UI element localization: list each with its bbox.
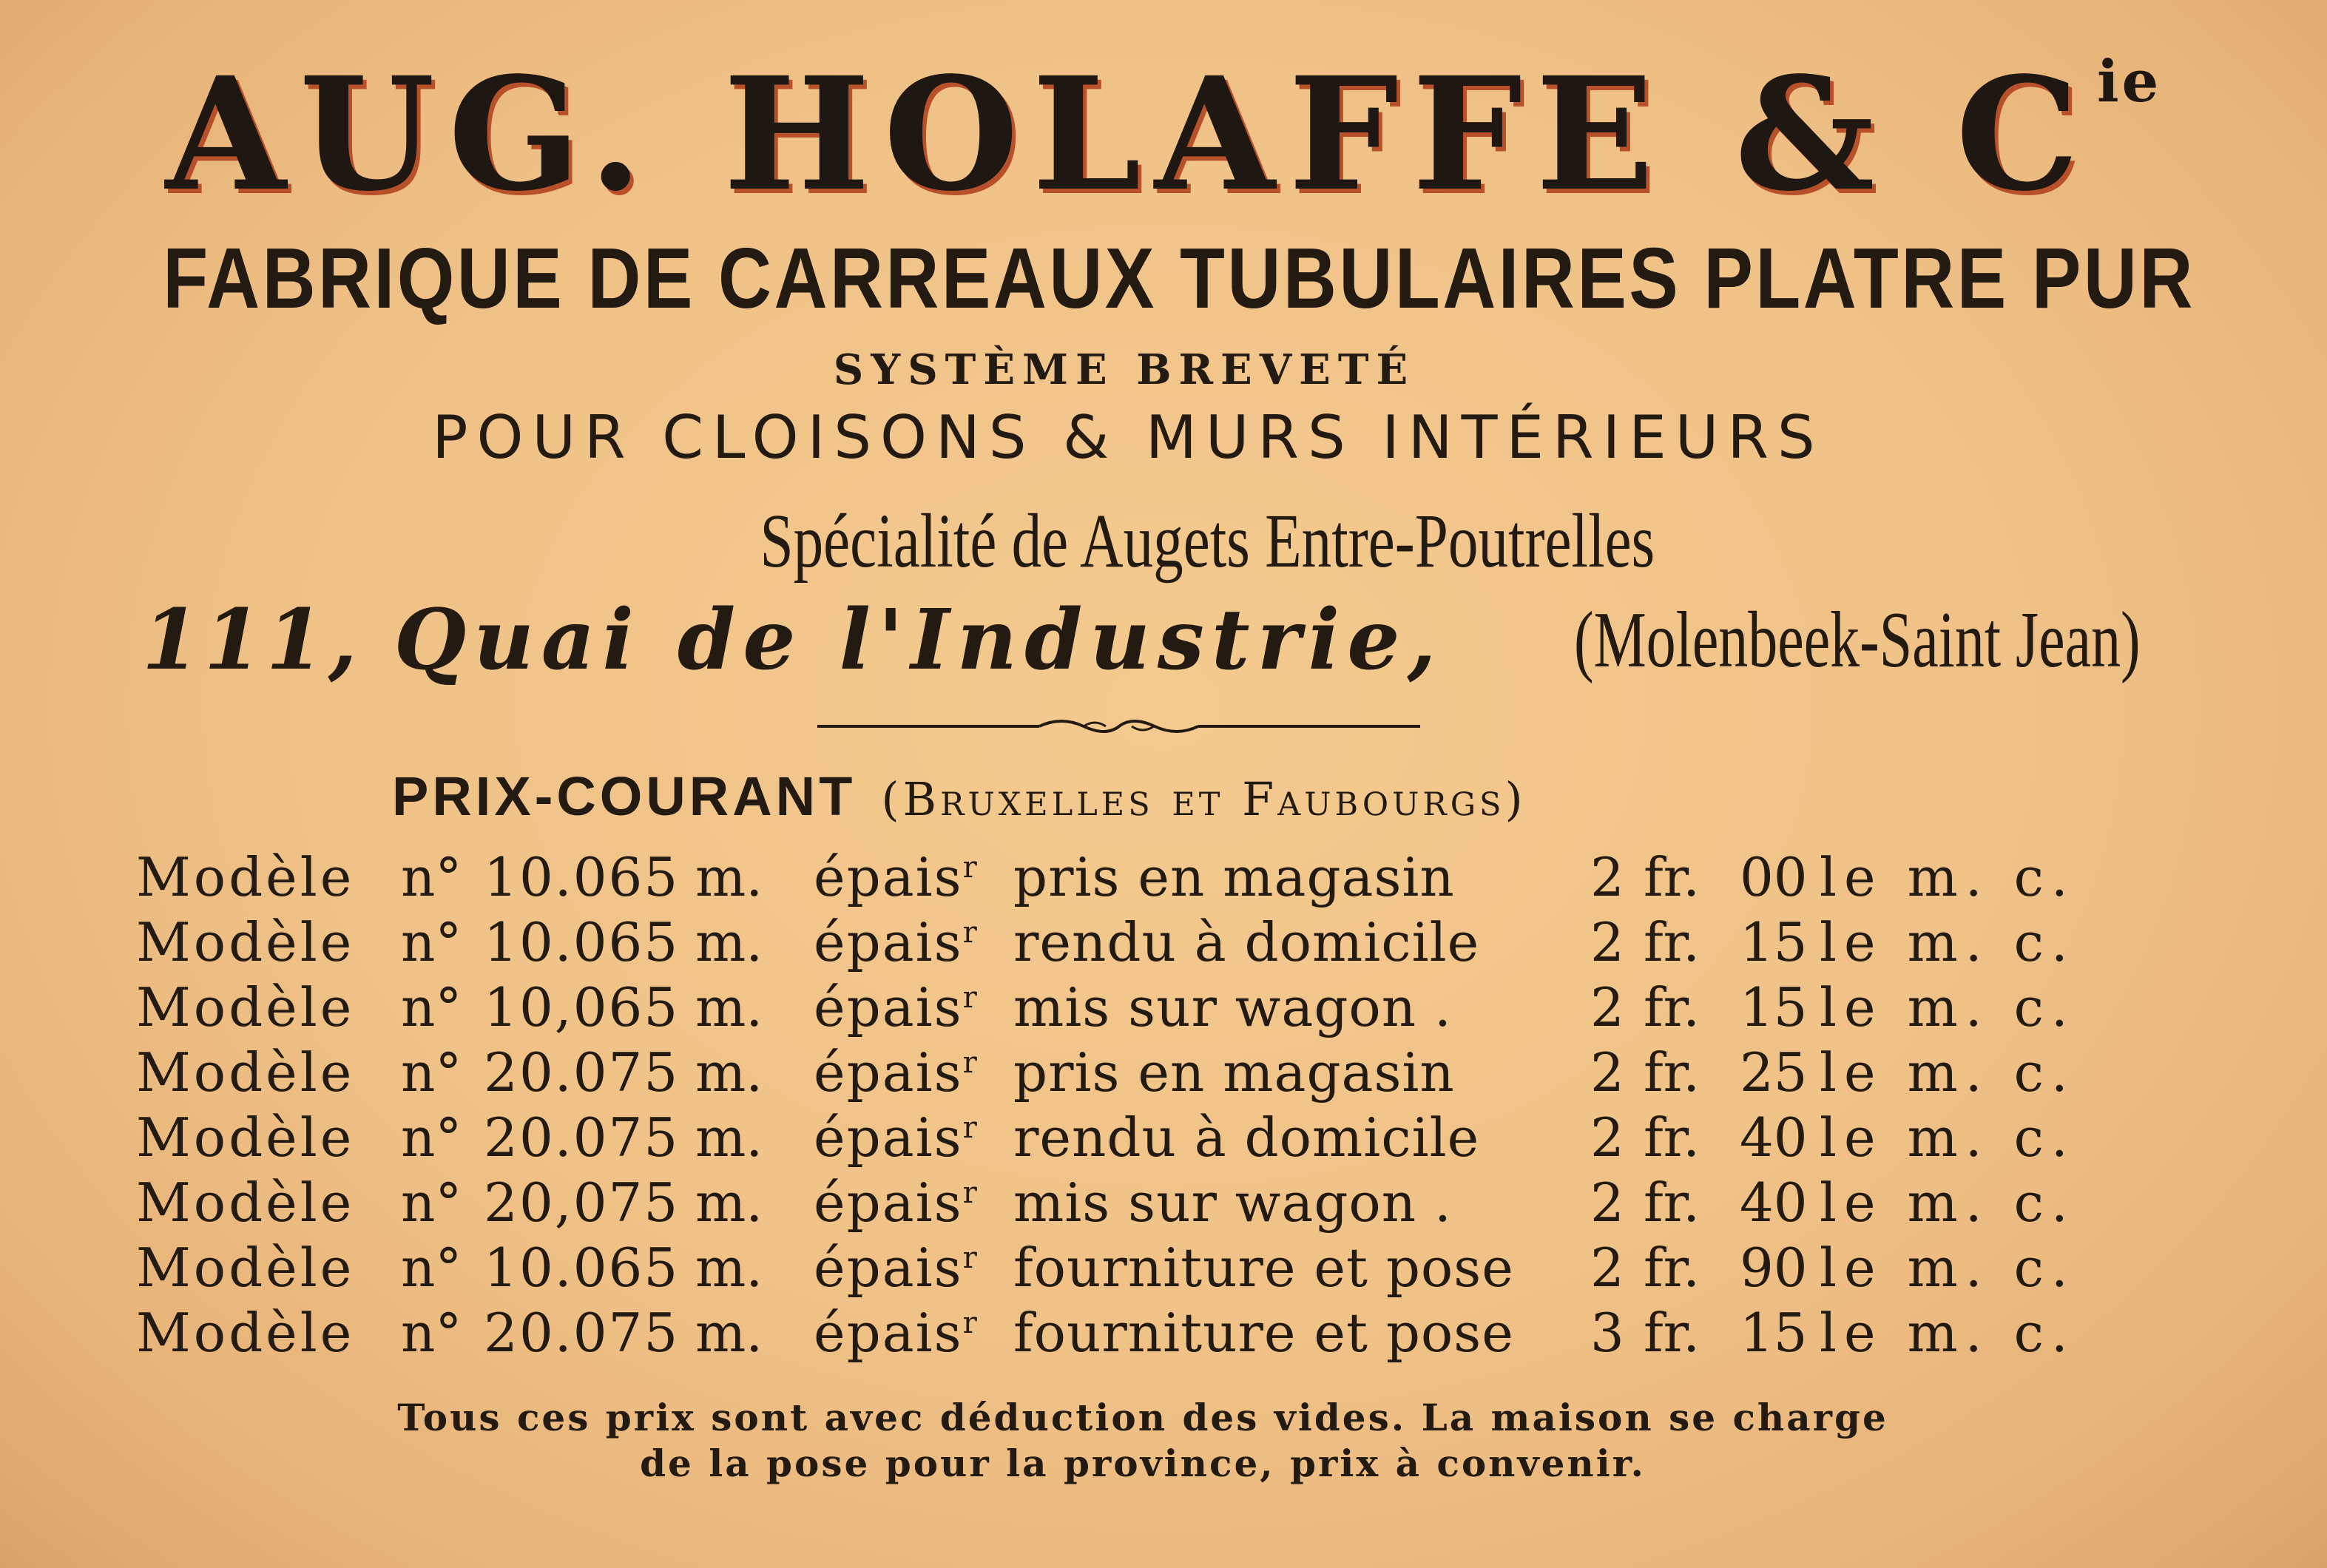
price-cell-epais-superscript: r — [962, 981, 979, 1015]
price-table-body — [136, 845, 2076, 1365]
price-cell-num: 1 — [484, 1237, 518, 1299]
price-cell-cents: 40 — [1740, 1106, 1808, 1169]
price-cell-thickness: 0.075 — [519, 1106, 680, 1169]
price-cell-num: 2 — [484, 1041, 518, 1104]
price-cell-fr: fr. — [1644, 1302, 1700, 1364]
price-row — [136, 845, 2076, 910]
price-cell-condition: mis sur wagon . — [1013, 1172, 1452, 1234]
price-cell-francs: 2 — [1590, 911, 1624, 973]
price-cell-m: m. — [695, 1172, 763, 1234]
price-cell-epais-superscript: r — [962, 1241, 979, 1275]
price-cell-epais-text: épais — [814, 1041, 963, 1104]
price-cell-epais-superscript: r — [962, 1176, 979, 1210]
price-cell-fr: fr. — [1644, 846, 1700, 908]
price-row — [136, 1040, 2076, 1105]
price-cell-m: m. — [695, 1237, 763, 1299]
price-cell-epais-text: épais — [814, 976, 963, 1038]
price-cell-cents: 40 — [1740, 1172, 1808, 1234]
price-cell-unit: le m. c. — [1820, 1302, 2076, 1364]
ornamental-divider — [817, 712, 1420, 741]
footer-note — [163, 1395, 2123, 1487]
price-list-subtitle: (Bruxelles et Faubourgs) — [881, 772, 1527, 826]
price-cell-epais-superscript: r — [962, 1046, 979, 1080]
price-cell-fr: fr. — [1644, 1237, 1700, 1299]
price-cell-model: Modèle — [136, 1041, 355, 1104]
price-cell-francs: 3 — [1590, 1302, 1624, 1364]
price-cell-cents: 15 — [1740, 911, 1808, 973]
price-cell-epais — [814, 845, 1013, 910]
price-cell-epais — [814, 1105, 1013, 1170]
price-cell-no: n° — [401, 976, 462, 1038]
price-cell-condition: pris en magasin — [1013, 1041, 1455, 1104]
price-cell-francs: 2 — [1590, 1041, 1624, 1104]
price-row — [136, 910, 2076, 975]
price-cell-thickness: 0.065 — [519, 1237, 680, 1299]
patent-line: SYSTÈME BREVETÉ — [833, 345, 1416, 394]
company-name-superscript: ie — [2097, 48, 2162, 115]
price-cell-epais — [814, 1170, 1013, 1235]
price-cell-num: 2 — [484, 1172, 518, 1234]
price-cell-condition: rendu à domicile — [1013, 911, 1480, 973]
price-cell-num: 1 — [484, 976, 518, 1038]
price-cell-m: m. — [695, 846, 763, 908]
price-cell-francs: 2 — [1590, 1172, 1624, 1234]
price-cell-unit: le m. c. — [1820, 1172, 2076, 1234]
price-cell-no: n° — [401, 1041, 462, 1104]
price-cell-thickness: 0.065 — [519, 911, 680, 973]
price-cell-epais-text: épais — [814, 1237, 963, 1299]
price-cell-condition: fourniture et pose — [1013, 1302, 1514, 1364]
price-cell-francs: 2 — [1590, 976, 1624, 1038]
price-cell-model: Modèle — [136, 1237, 355, 1299]
address-district: (Molenbeek-Saint Jean) — [1574, 596, 2141, 684]
price-cell-model: Modèle — [136, 911, 355, 973]
factory-line: FABRIQUE DE CARREAUX TUBULAIRES PLATRE PUR — [163, 230, 2195, 326]
price-cell-model: Modèle — [136, 1302, 355, 1364]
address-number: 111, — [142, 592, 362, 689]
purpose-line: POUR CLOISONS & MURS INTÉRIEURS — [432, 403, 1824, 472]
price-cell-francs: 2 — [1590, 1237, 1624, 1299]
price-cell-epais-superscript: r — [962, 916, 979, 950]
price-cell-num: 2 — [484, 1302, 518, 1364]
price-cell-thickness: 0,075 — [519, 1172, 680, 1234]
price-cell-thickness: 0.075 — [519, 1302, 680, 1364]
price-cell-epais-superscript: r — [962, 1306, 979, 1340]
price-cell-m: m. — [695, 911, 763, 973]
price-cell-m: m. — [695, 1106, 763, 1169]
price-cell-m: m. — [695, 976, 763, 1038]
specialty-line: Spécialité de Augets Entre-Poutrelles — [760, 499, 1655, 584]
company-name — [0, 43, 2327, 226]
price-cell-unit: le m. c. — [1820, 1041, 2076, 1104]
price-cell-cents: 25 — [1740, 1041, 1808, 1104]
price-cell-thickness: 0.075 — [519, 1041, 680, 1104]
price-table — [136, 845, 2076, 1365]
price-cell-num: 2 — [484, 1106, 518, 1169]
footer-note-line-1: Tous ces prix sont avec déduction des vides. La maison se charge — [397, 1396, 1888, 1439]
price-cell-model: Modèle — [136, 1106, 355, 1169]
price-cell-epais — [814, 1040, 1013, 1105]
price-cell-no: n° — [401, 1106, 462, 1169]
price-cell-condition: pris en magasin — [1013, 846, 1455, 908]
price-row — [136, 975, 2076, 1040]
price-cell-num: 1 — [484, 846, 518, 908]
price-cell-epais — [814, 1235, 1013, 1300]
price-cell-cents: 15 — [1740, 976, 1808, 1038]
price-row — [136, 1300, 2076, 1365]
price-cell-fr: fr. — [1644, 1041, 1700, 1104]
price-cell-no: n° — [401, 911, 462, 973]
price-cell-francs: 2 — [1590, 1106, 1624, 1169]
price-cell-fr: fr. — [1644, 1106, 1700, 1169]
price-list-heading — [392, 766, 1527, 827]
price-cell-epais-superscript: r — [962, 1111, 979, 1145]
price-cell-epais-text: épais — [814, 1106, 963, 1169]
price-cell-model: Modèle — [136, 1172, 355, 1234]
price-cell-no: n° — [401, 1237, 462, 1299]
price-cell-epais — [814, 975, 1013, 1040]
price-cell-epais-text: épais — [814, 846, 963, 908]
price-cell-cents: 90 — [1740, 1237, 1808, 1299]
price-cell-unit: le m. c. — [1820, 911, 2076, 973]
price-cell-m: m. — [695, 1041, 763, 1104]
company-name-text: AUG. HOLAFFE & C — [165, 43, 2093, 226]
price-cell-epais-text: épais — [814, 1302, 963, 1364]
price-cell-epais — [814, 910, 1013, 975]
price-cell-cents: 00 — [1740, 846, 1808, 908]
price-cell-fr: fr. — [1644, 976, 1700, 1038]
price-cell-cents: 15 — [1740, 1302, 1808, 1364]
price-cell-unit: le m. c. — [1820, 976, 2076, 1038]
price-cell-condition: rendu à domicile — [1013, 1106, 1480, 1169]
address-street: Quai de l'Industrie, — [394, 592, 1444, 689]
address — [142, 592, 1444, 689]
price-cell-francs: 2 — [1590, 846, 1624, 908]
price-cell-no: n° — [401, 846, 462, 908]
price-cell-epais-text: épais — [814, 1172, 963, 1234]
price-row — [136, 1105, 2076, 1170]
price-cell-thickness: 0,065 — [519, 976, 680, 1038]
price-cell-m: m. — [695, 1302, 763, 1364]
price-cell-unit: le m. c. — [1820, 1237, 2076, 1299]
price-cell-condition: fourniture et pose — [1013, 1237, 1514, 1299]
price-cell-fr: fr. — [1644, 911, 1700, 973]
price-cell-num: 1 — [484, 911, 518, 973]
price-cell-thickness: 0.065 — [519, 846, 680, 908]
price-cell-epais-superscript: r — [962, 851, 979, 885]
price-cell-epais — [814, 1300, 1013, 1365]
price-cell-epais-text: épais — [814, 911, 963, 973]
price-cell-no: n° — [401, 1172, 462, 1234]
price-list-title: PRIX-COURANT — [392, 766, 857, 827]
price-cell-fr: fr. — [1644, 1172, 1700, 1234]
price-cell-unit: le m. c. — [1820, 846, 2076, 908]
footer-note-line-2: de la pose pour la province, prix à convenir. — [640, 1442, 1646, 1485]
price-cell-unit: le m. c. — [1820, 1106, 2076, 1169]
price-cell-model: Modèle — [136, 976, 355, 1038]
price-row — [136, 1170, 2076, 1235]
price-cell-no: n° — [401, 1302, 462, 1364]
price-cell-condition: mis sur wagon . — [1013, 976, 1452, 1038]
price-row — [136, 1235, 2076, 1300]
price-cell-model: Modèle — [136, 846, 355, 908]
